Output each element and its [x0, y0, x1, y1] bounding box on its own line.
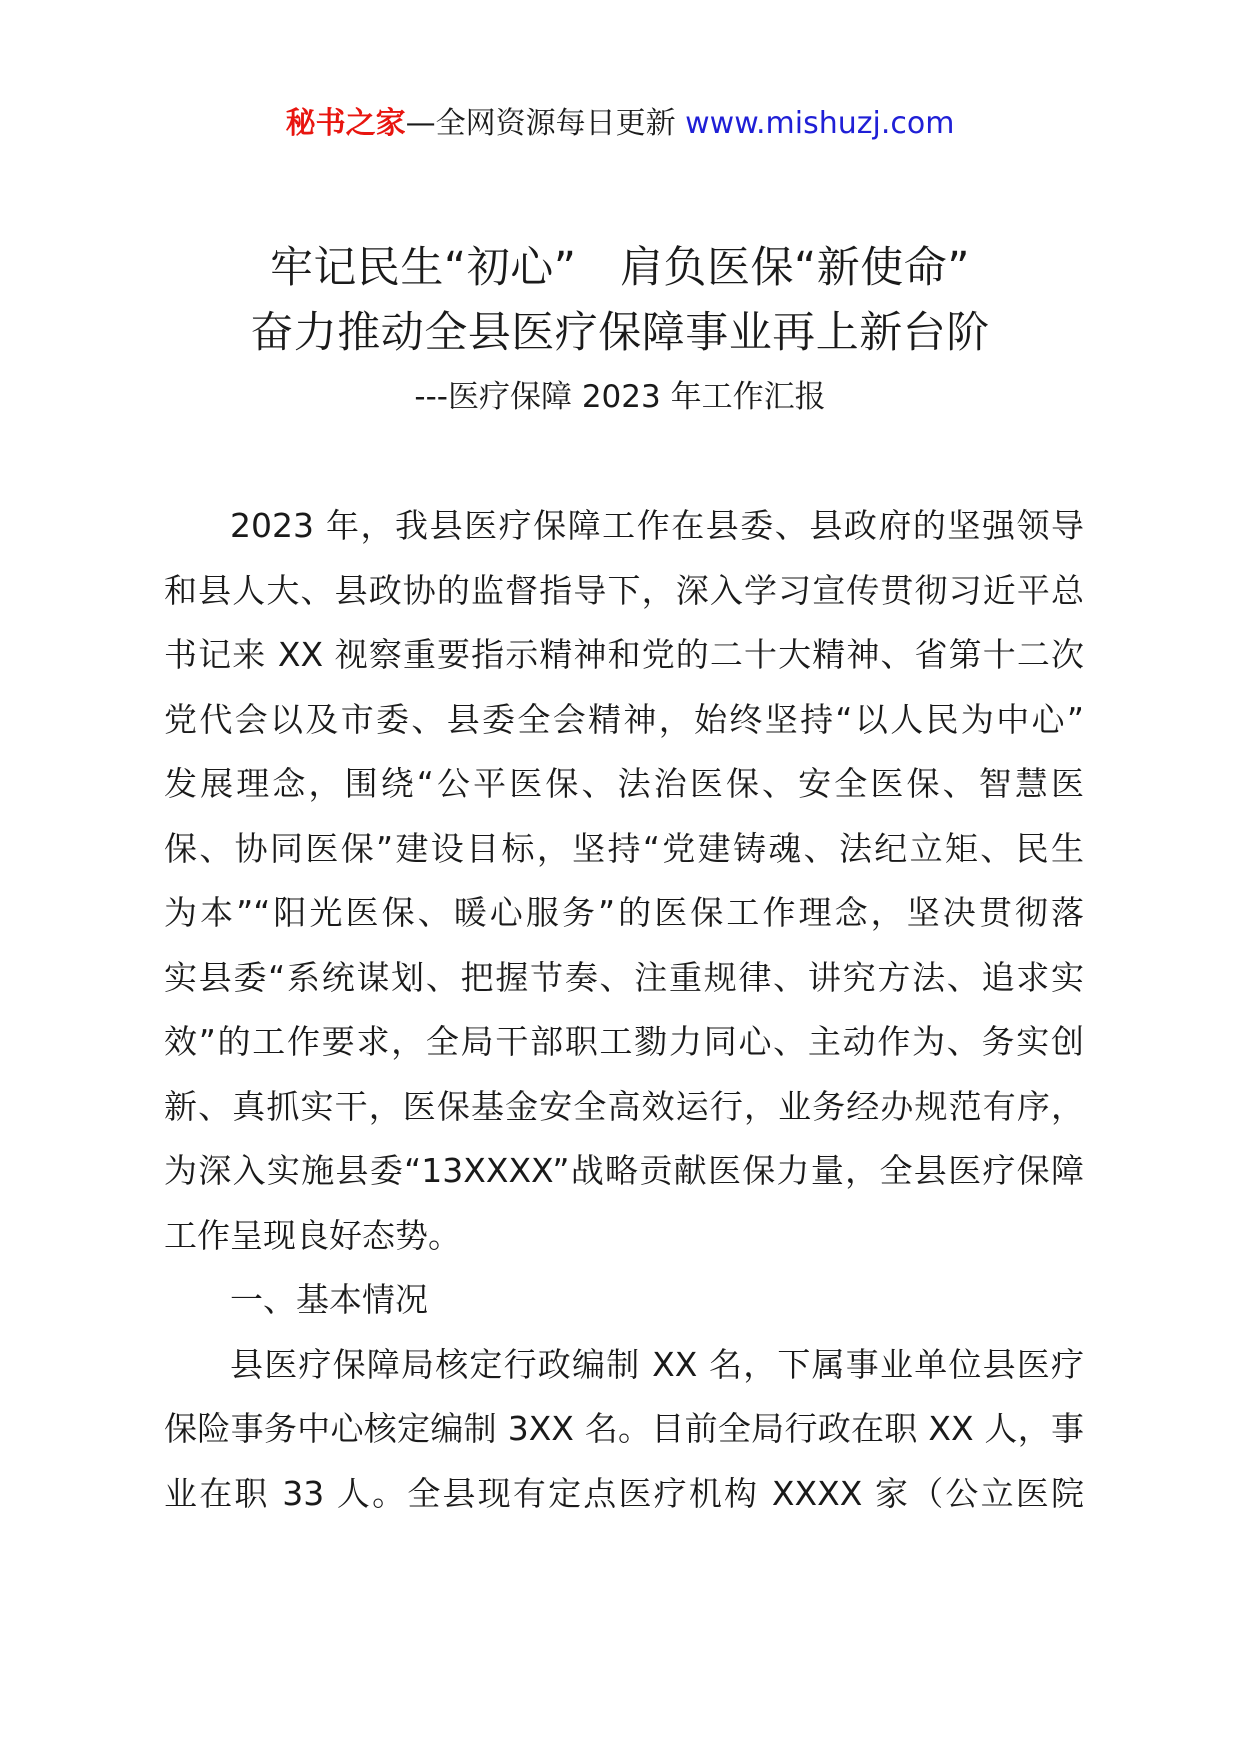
body-line: 保、协同医保”建设目标，坚持“党建铸魂、法纪立矩、民生	[164, 828, 1084, 868]
site-header	[0, 102, 1240, 146]
site-slogan: —全网资源每日更新	[405, 106, 676, 141]
body-line: 书记来 XX 视察重要指示精神和党的二十大精神、省第十二次	[164, 635, 1084, 674]
document-body	[164, 494, 1084, 1526]
document-title-line-2: 奋力推动全县医疗保障事业再上新台阶	[250, 308, 990, 358]
body-line: 业在职 33 人。全县现有定点医疗机构 XXXX 家（公立医院	[164, 1473, 1084, 1513]
body-line: 保险事务中心核定编制 3XX 名。目前全局行政在职 XX 人，事	[164, 1409, 1084, 1448]
body-line: 为深入实施县委“13XXXX”战略贡献医保力量，全县医疗保障	[164, 1151, 1084, 1190]
body-line: 和县人大、县政协的监督指导下，深入学习宣传贯彻习近平总	[164, 570, 1084, 610]
body-line: 工作呈现良好态势。	[164, 1215, 461, 1255]
body-line: 为本”“阳光医保、暖心服务”的医保工作理念，坚决贯彻落	[164, 893, 1084, 932]
body-line: 党代会以及市委、县委全会精神，始终坚持“以人民为中心”	[164, 699, 1084, 739]
document-title-line-1: 牢记民生“初心” 肩负医保“新使命”	[269, 243, 971, 293]
site-brand: 秘书之家	[285, 106, 406, 141]
body-line: 县医疗保障局核定行政编制 XX 名，下属事业单位县医疗	[230, 1344, 1084, 1384]
site-url-link[interactable]: www.mishuzj.com	[685, 106, 955, 141]
document-subtitle: ---医疗保障 2023 年工作汇报	[414, 379, 826, 415]
section-heading: 一、基本情况	[230, 1280, 428, 1319]
body-line: 效”的工作要求，全局干部职工勠力同心、主动作为、务实创	[164, 1022, 1084, 1061]
body-line: 发展理念，围绕“公平医保、法治医保、安全医保、智慧医	[164, 764, 1084, 803]
body-line: 实县委“系统谋划、把握节奏、注重规律、讲究方法、追求实	[164, 957, 1084, 997]
body-line: 新、真抓实干，医保基金安全高效运行，业务经办规范有序，	[164, 1086, 1084, 1126]
body-line: 2023 年，我县医疗保障工作在县委、县政府的坚强领导	[230, 506, 1084, 545]
